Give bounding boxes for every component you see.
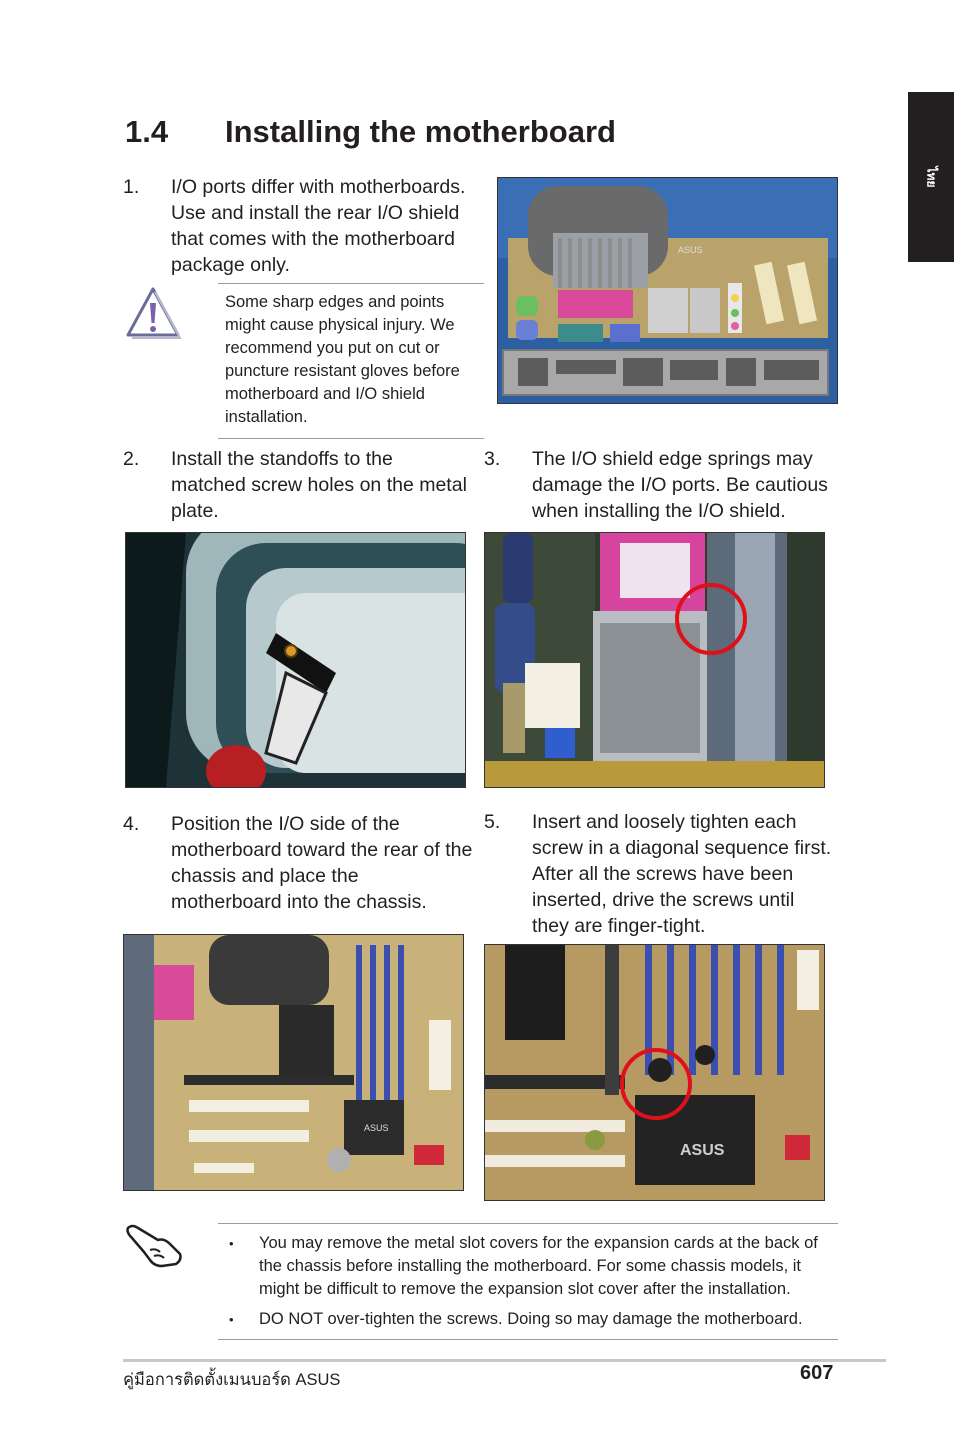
tips-top-rule <box>218 1223 838 1224</box>
photo-shield-springs <box>484 532 825 788</box>
photo-io-shield <box>497 177 838 404</box>
photo-brand-label: ASUS <box>680 1142 725 1159</box>
tip-item: • You may remove the metal slot covers for the expansion cards at the back of the chassis before installing the motherboard. For some chassis models, it might be difficult to remove the expansion slot cover after the installation. <box>225 1232 837 1301</box>
step-text: Insert and loosely tighten each screw in a diagonal sequence first. After all the screws have been inserted, drive the screws until they are finger-tight. <box>532 811 832 937</box>
step-number: 2. <box>123 448 140 470</box>
step-text: I/O ports differ with motherboards. Use and install the rear I/O shield that comes with the motherboard package only. <box>171 176 466 276</box>
photo-board-in-chassis <box>123 934 464 1191</box>
photo-standoffs <box>125 532 466 788</box>
pointing-hand-icon <box>124 1220 186 1275</box>
step-text: Position the I/O side of the motherboard toward the rear of the chassis and place the motherboard into the chassis. <box>171 813 473 913</box>
step-2 <box>123 446 473 524</box>
caution-top-rule <box>218 283 484 284</box>
step-3 <box>484 446 836 524</box>
step-text: The I/O shield edge springs may damage the I/O ports. Be cautious when installing the I/O shield. <box>532 448 828 522</box>
tips-list <box>225 1232 837 1338</box>
tips-bottom-rule <box>218 1339 838 1340</box>
footer-title: คู่มือการติดตั้งเมนบอร์ด ASUS <box>123 1371 341 1389</box>
step-4 <box>123 811 473 915</box>
language-tab <box>908 92 954 262</box>
step-text: Install the standoffs to the matched screw holes on the metal plate. <box>171 448 467 522</box>
footer-rule <box>123 1359 886 1362</box>
photo-brand-label: ASUS <box>364 1123 389 1133</box>
tip-item: • DO NOT over-tighten the screws. Doing so may damage the motherboard. <box>225 1308 837 1331</box>
caution-text: Some sharp edges and points might cause physical injury. We recommend you put on cut or puncture resistant gloves before motherboard and I/O shield installation. <box>225 293 460 426</box>
photo-screws <box>484 944 825 1201</box>
step-number: 3. <box>484 448 501 470</box>
photo-brand-label: ASUS <box>678 245 703 255</box>
warning-triangle-icon <box>124 285 182 346</box>
step-number: 4. <box>123 813 140 835</box>
step-number: 1. <box>123 176 140 198</box>
page-title <box>125 114 616 150</box>
page-number: 607 <box>800 1362 834 1384</box>
section-number: 1.4 <box>125 114 169 149</box>
step-number: 5. <box>484 811 501 833</box>
section-title: Installing the motherboard <box>225 114 616 149</box>
step-1 <box>123 174 473 278</box>
language-tab-label: ไทย <box>924 166 939 188</box>
step-5 <box>484 809 836 939</box>
caution-bottom-rule <box>218 438 484 439</box>
